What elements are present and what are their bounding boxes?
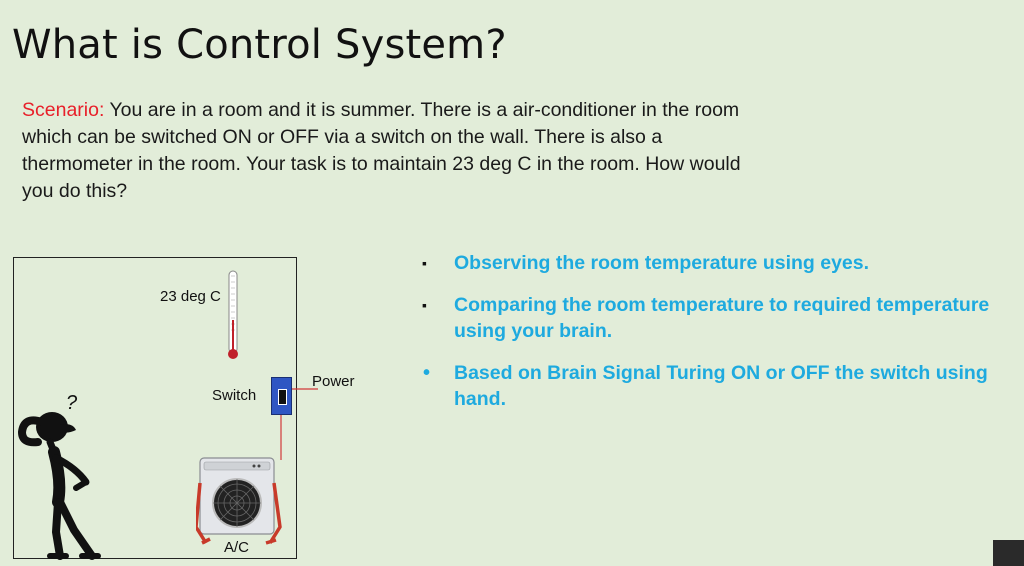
bullet-marker: •: [423, 362, 431, 384]
air-conditioner-icon: [196, 453, 282, 549]
bullet-text: Comparing the room temperature to required temperature using your brain.: [454, 294, 990, 342]
bullet-item: [420, 250, 1020, 276]
ac-label: A/C: [224, 539, 250, 556]
scenario-paragraph: [22, 97, 762, 205]
bullet-item: [420, 360, 1020, 412]
wall-switch: [271, 377, 292, 415]
thermometer-icon: [225, 270, 241, 362]
bullet-marker: ▪: [422, 297, 427, 313]
power-label: Power: [312, 373, 355, 390]
question-mark: ?: [66, 392, 78, 414]
switch-toggle: [278, 389, 287, 405]
slide-title: What is Control System?: [12, 22, 507, 68]
bullet-text: Observing the room temperature using eyes.: [454, 252, 870, 274]
scenario-text: You are in a room and it is summer. There is a air-conditioner in the room which can be switched ON or OFF via a switch on the wall. There is also a thermometer in the room. Your task is to maintain 23 deg C in the room. How would you do this?: [22, 99, 741, 202]
thermometer-label: 23 deg C: [160, 288, 221, 305]
switch-label: Switch: [212, 387, 257, 404]
confused-person-icon: [16, 392, 126, 564]
bullet-item: [420, 292, 1020, 344]
scenario-keyword: Scenario:: [22, 99, 105, 121]
bullet-marker: ▪: [422, 255, 427, 271]
corner-overlay: [993, 540, 1024, 566]
bullet-list: [420, 250, 1020, 428]
bullet-text: Based on Brain Signal Turing ON or OFF the switch using hand.: [454, 362, 988, 410]
